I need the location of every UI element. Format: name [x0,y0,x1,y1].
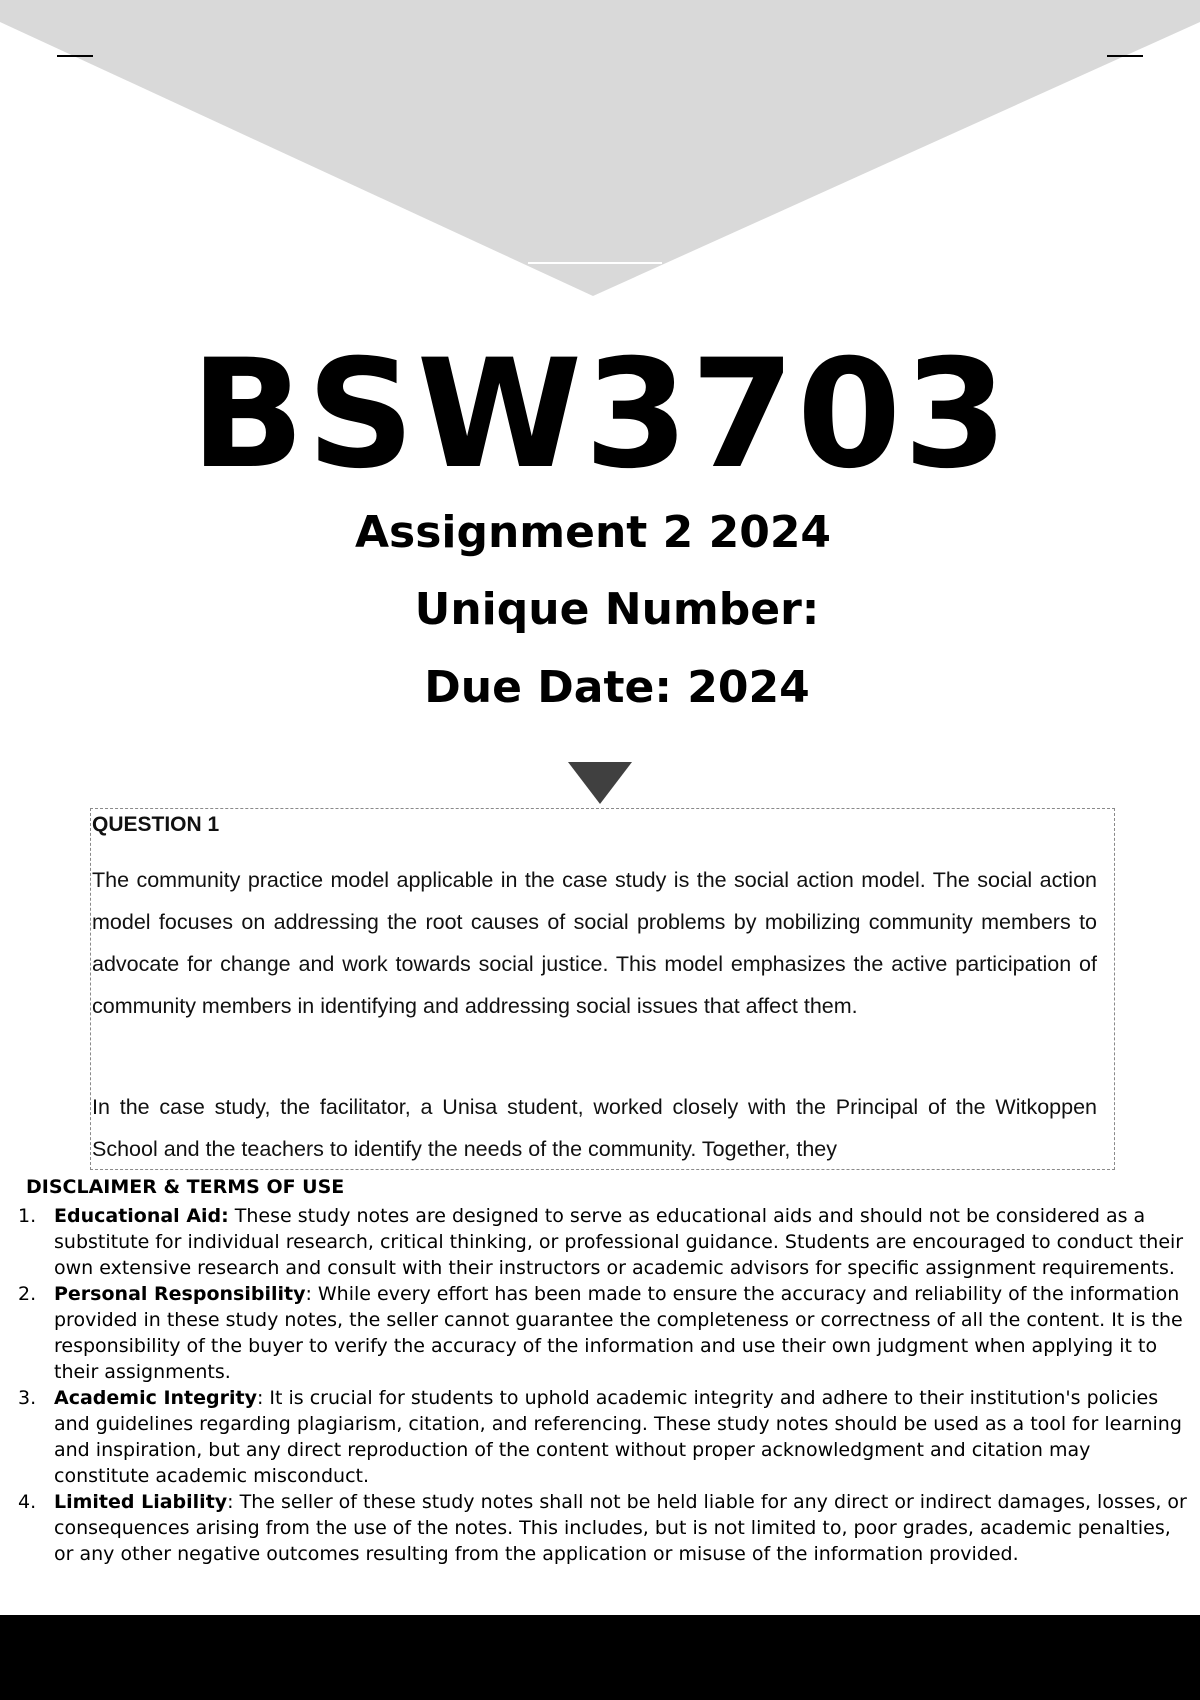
item-number: 4. [18,1491,37,1513]
item-text: These study notes are designed to serve as educational aids and should not be considered as a substitute for individual research, critical thinking, or professional guidance. Students are encouraged to conduct their own extensive research and consult with their instructors or academic advisors for specific assignment requirements. [54,1205,1184,1279]
item-term: Limited Liability [54,1491,228,1513]
question-paragraph: The community practice model applicable in the case study is the social action model. The social action model focuses on addressing the root causes of social problems by mobilizing community members to advocate for change and work towards social justice. This model emphasizes the active participation of community members in identifying and addressing social issues that affect them. [92,868,1097,1018]
item-number: 3. [18,1387,37,1409]
down-arrow-icon [568,762,632,804]
corner-rule-left [57,55,93,57]
question-paragraph: In the case study, the facilitator, a Unisa student, worked closely with the Principal of the Witkoppen School and the teachers to identify the needs of the community. Together, they [92,1095,1097,1161]
disclaimer-title: DISCLAIMER & TERMS OF USE [26,1176,345,1198]
item-term: Personal Responsibility [54,1283,306,1305]
disclaimer-item [0,1203,1190,1281]
item-term: Academic Integrity [54,1387,257,1409]
item-term: Educational Aid: [54,1205,229,1227]
disclaimer-item [0,1281,1190,1385]
item-text: : The seller of these study notes shall not be held liable for any direct or indirect damages, losses, or consequences arising from the use of the notes. This includes, but is not limited to, poor grades, academic penalties, or any other negative outcomes resulting from the application or misuse of the information provided. [54,1491,1187,1565]
footer-bar [0,1615,1200,1700]
item-number: 1. [18,1205,37,1227]
unique-number-label: Unique Number: [414,584,820,635]
course-code: BSW3703 [190,328,1010,502]
corner-rule-right [1107,55,1143,57]
top-chevron-banner [0,0,1200,300]
item-text: : It is crucial for students to uphold academic integrity and adhere to their institution's policies and guidelines regarding plagiarism, citation, and referencing. These study notes should be used as a tool for learning and inspiration, but any direct reproduction of the content without proper acknowledgment and citation may constitute academic misconduct. [54,1387,1182,1487]
item-number: 2. [18,1283,37,1305]
disclaimer-item [0,1489,1190,1567]
disclaimer-list [0,1203,1190,1567]
disclaimer-item [0,1385,1190,1489]
banner-chevron-shape [0,0,1200,296]
assignment-title: Assignment 2 2024 [354,507,832,558]
question-preview-box [90,808,1115,1170]
item-text: : While every effort has been made to ensure the accuracy and reliability of the information provided in these study notes, the seller cannot guarantee the completeness or correctness of all the content. It is the responsibility of the buyer to verify the accuracy of the information and use their own judgment when applying it to their assignments. [54,1283,1183,1383]
due-date-label: Due Date: 2024 [424,662,810,713]
question-heading: QUESTION 1 [92,813,220,836]
